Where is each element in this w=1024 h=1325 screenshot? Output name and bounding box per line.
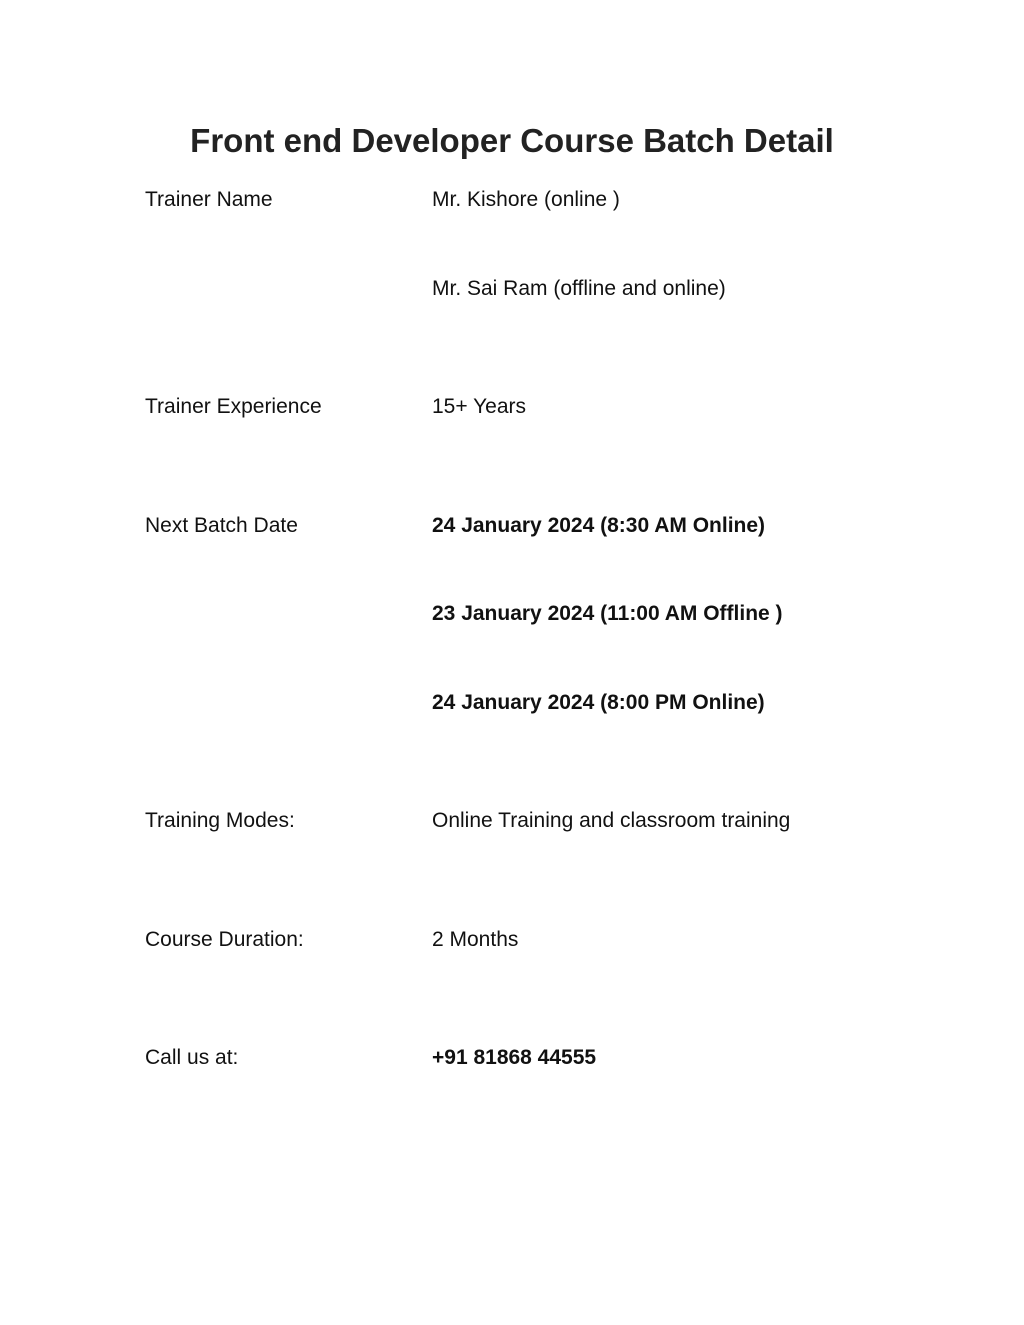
trainer-experience-value: 15+ Years	[432, 395, 527, 418]
next-batch-date-value-3: 24 January 2024 (8:00 PM Online)	[432, 691, 765, 714]
trainer-name-value-1: Mr. Kishore (online )	[432, 188, 620, 211]
trainer-name-value-2: Mr. Sai Ram (offline and online)	[432, 277, 726, 300]
course-duration-value: 2 Months	[432, 928, 519, 951]
trainer-experience-label: Trainer Experience	[145, 395, 322, 418]
training-modes-label: Training Modes:	[145, 809, 295, 832]
page-title: Front end Developer Course Batch Detail	[190, 122, 834, 159]
next-batch-date-value-1: 24 January 2024 (8:30 AM Online)	[432, 514, 766, 537]
next-batch-date-label: Next Batch Date	[145, 514, 298, 537]
next-batch-date-value-2: 23 January 2024 (11:00 AM Offline )	[432, 602, 783, 625]
course-duration-label: Course Duration:	[145, 928, 304, 951]
call-us-label: Call us at:	[145, 1046, 239, 1069]
phone-number: +91 81868 44555	[432, 1046, 597, 1069]
training-modes-value: Online Training and classroom training	[432, 809, 791, 832]
trainer-name-label: Trainer Name	[145, 188, 273, 211]
